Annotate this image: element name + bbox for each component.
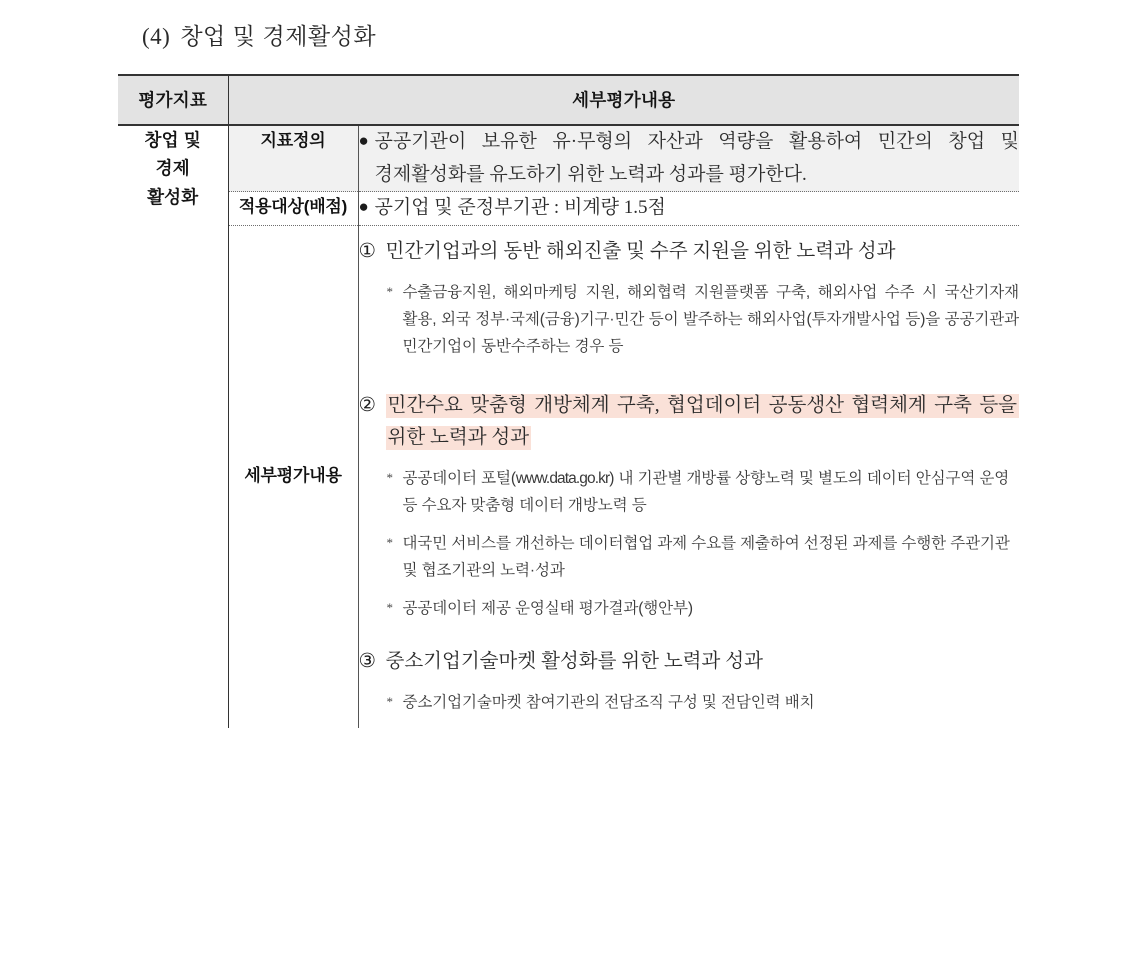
asterisk-bullet-icon: * xyxy=(386,535,393,551)
numbered-item-2 xyxy=(359,390,1020,456)
asterisk-bullet-icon: * xyxy=(386,693,393,709)
bullet-item xyxy=(359,192,1020,225)
column-header-indicator: 평가지표 xyxy=(118,75,228,125)
bullet-text: 공공기관이 보유한 유·무형의 자산과 역량을 활용하여 민간의 창업 및 경제활성화를 유도하기 위한 노력과 성과를 평가한다. xyxy=(374,131,1020,185)
sub-bullet-2-1-prefix: 공공데이터 포털( xyxy=(402,470,516,488)
page-title xyxy=(142,18,376,51)
sub-bullet-2-1-text xyxy=(403,466,1020,520)
asterisk-bullet-icon: * xyxy=(386,470,393,486)
sub-bullet-3-1 xyxy=(359,690,1020,717)
sub-bullet-2-1 xyxy=(359,466,1020,520)
bullet-item xyxy=(359,126,1020,191)
portal-url-text: www.data.go.kr xyxy=(515,470,610,488)
indicator-name-line-3: 활성화 xyxy=(147,186,199,207)
bullet-text: 공기업 및 준정부기관 : 비계량 1.5점 xyxy=(374,197,666,219)
evaluation-table-wrapper xyxy=(118,74,1019,728)
column-header-detail: 세부평가내용 xyxy=(228,75,1019,125)
row-content-definition xyxy=(358,125,1019,192)
table-header xyxy=(118,75,1019,125)
circled-number-3-icon: ③ xyxy=(358,651,376,673)
page-title-word-1: 창업 xyxy=(180,24,226,49)
indicator-name-cell xyxy=(118,125,228,728)
table-row-detail xyxy=(118,226,1019,728)
row-label-scope: 적용대상(배점) xyxy=(228,192,358,226)
row-content-scope xyxy=(358,192,1019,226)
numbered-item-1-text: 민간기업과의 동반 해외진출 및 수주 지원을 위한 노력과 성과 xyxy=(385,241,896,263)
table-row-definition xyxy=(118,125,1019,192)
sub-bullet-2-3-text: 공공데이터 제공 운영실태 평가결과(행안부) xyxy=(402,600,693,618)
page-title-word-3: 경제활성화 xyxy=(262,24,377,49)
filled-circle-bullet-icon: ● xyxy=(358,197,369,217)
detail-items-list xyxy=(359,226,1020,717)
table-header-row xyxy=(118,75,1019,125)
page-title-number: (4) xyxy=(142,24,171,49)
numbered-item-1 xyxy=(359,236,1020,269)
table-body xyxy=(118,125,1019,728)
numbered-item-3-text: 중소기업기술마켓 활성화를 위한 노력과 성과 xyxy=(385,651,763,673)
sub-bullet-3-1-text: 중소기업기술마켓 참여기관의 전담조직 구성 및 전담인력 배치 xyxy=(402,693,815,711)
row-content-detail xyxy=(358,226,1019,728)
filled-circle-bullet-icon: ● xyxy=(358,131,369,150)
indicator-name-line-2: 경제 xyxy=(155,158,190,179)
asterisk-bullet-icon: * xyxy=(386,600,393,616)
sub-bullet-2-2-text: 대국민 서비스를 개선하는 데이터협업 과제 수요를 제출하여 선정된 과제를 수행한 주관기관 및 협조기관의 노력·성과 xyxy=(402,535,1010,580)
sub-bullet-2-2 xyxy=(359,531,1020,585)
indicator-name-line-1: 창업 및 xyxy=(144,130,201,150)
highlight-mark: 민간수요 맞춤형 개방체계 구축, 협업데이터 공동생산 협력체계 구축 등을 위한 노력과 성과 xyxy=(387,394,1018,449)
page-title-word-2: 및 xyxy=(232,24,256,49)
sub-bullet-1-1 xyxy=(359,280,1020,361)
row-label-definition: 지표정의 xyxy=(228,125,358,192)
circled-number-2-icon: ② xyxy=(358,394,376,416)
asterisk-bullet-icon: * xyxy=(386,283,393,299)
row-label-detail: 세부평가내용 xyxy=(228,226,358,728)
sub-bullet-2-3 xyxy=(359,596,1020,623)
table-row-scope xyxy=(118,192,1019,226)
circled-number-1-icon: ① xyxy=(358,241,376,263)
sub-bullet-1-1-text: 수출금융지원, 해외마케팅 지원, 해외협력 지원플랫폼 구축, 해외사업 수주 시 국산기자재 활용, 외국 정부·국제(금융)기구·민간 등이 발주하는 해외사업(투자개발사업 등)을 공공기관과 민간기업이 동반수주하는 경우 등 xyxy=(402,283,1020,355)
numbered-item-2-text xyxy=(386,390,1020,456)
numbered-item-3 xyxy=(359,646,1020,679)
evaluation-table xyxy=(118,74,1019,728)
sub-bullet-2-1-suffix: ) 내 기관별 개방률 상향노력 및 별도의 데이터 안심구역 운영 등 수요자 맞춤형 데이터 개방노력 등 xyxy=(402,470,1010,515)
